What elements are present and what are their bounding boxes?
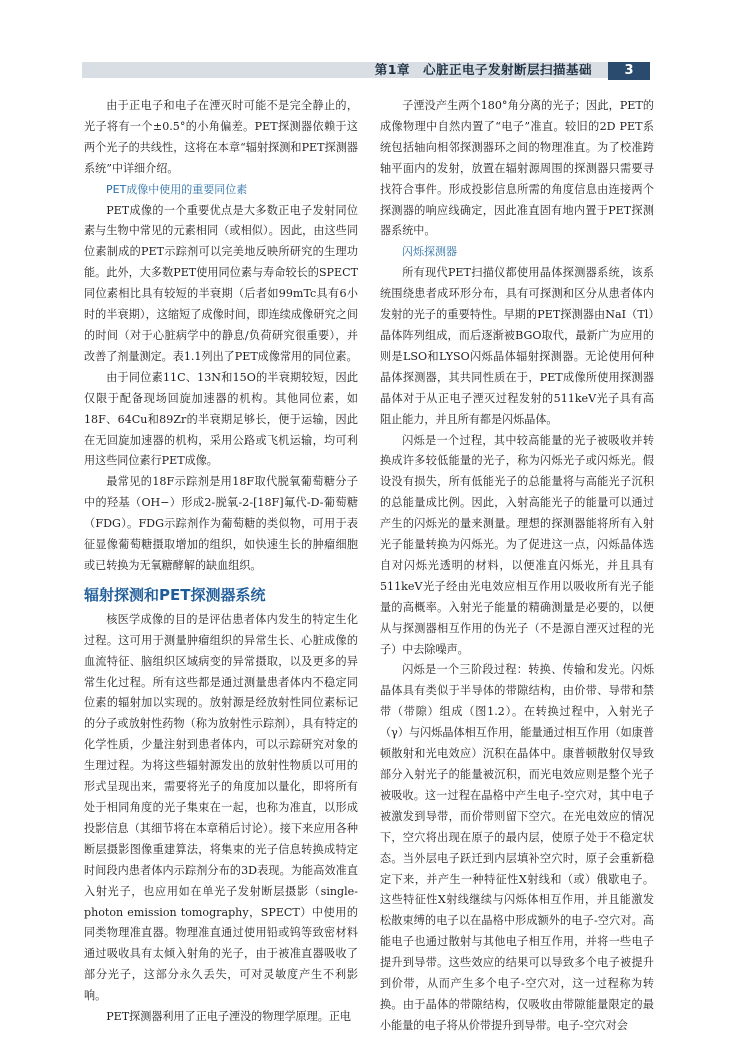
paragraph: 核医学成像的目的是评估患者体内发生的特定生化过程。这可用于测量肿瘤组织的异常生长、心脏成像的血流特征、脑组织区域病变的异常摄取，以及更多的异常生化过程。所有这些都是通过测量患者体内不稳定同位素的辐射加以实现的。放射源是经放射性同位素标记的分子或放射性药物（称为放射性示踪剂），具有特定的化学性质，少量注射到患者体内，可以示踪研究对象的生理过程。为将这些辐射源发出的放射性物质以可用的形式呈现出来，需要将光子的角度加以量化，即将所有处于相同角度的光子集束在一起，也称为准直，以形成投影信息（其细节将在本章稍后讨论）。接下来应用各种断层摄影图像重建算法，将集束的光子信息转换成特定时间段内患者体内示踪剂分布的3D表现。为能高效准直入射光子，也应用如在单光子发射断层摄影（single-photon emission tomography，SPECT）中使用的同类物理准直器。物理准直通过使用铅或钨等致密材料通过吸收具有太倾入射角的光子，由于被准直器吸收了部分光子，这部分永久丢失，可对灵敏度产生不利影响。 [84, 612, 358, 1003]
subheading-scintillation: 闪烁探测器 [402, 245, 457, 259]
right-column [380, 96, 654, 1032]
paragraph: 闪烁是一个三阶段过程：转换、传输和发光。闪烁晶体具有类似于半导体的带隙结构，由价带、导带和禁带（带隙）组成（图1.2）。在转换过程中，入射光子（γ）与闪烁晶体相互作用，能量通过相互作用（如康普顿散射和光电效应）沉积在晶体中。康普顿散射仅导致部分入射光子的能量被沉积，而光电效应则是整个光子被吸收。这一过程在晶格中产生电子-空穴对，其中电子被激发到导带，而价带则留下空穴。在光电效应的情况下，空穴将出现在原子的最内层，使原子处于不稳定状态。当外层电子跃迁到内层填补空穴时，原子会重新稳定下来，并产生一种特征性X射线和（或）俄歇电子。这些特征性X射线继续与闪烁体相互作用，并且能激发松散束缚的电子以在晶格中形成额外的电子-空穴对。高能电子也通过散射与其他电子相互作用，并将一些电子提升到导带。这些效应的结果可以导致多个电子被提升到价带，从而产生多个电子-空穴对，这一过程称为转换。由于晶体的带隙结构，仅吸收由带隙能量限定的最小能量的电子将从价带提升到导带。电子-空穴对会 [380, 663, 654, 1032]
paragraph: 子湮没产生两个180°角分离的光子；因此，PET的成像物理中自然内置了“电子”准直。较旧的2D PET系统包括轴向相邻探测器环之间的物理准直。为了校准跨轴平面内的发射，放置在辐射源周围的探测器只需要寻找符合事件。形成投影信息所需的角度信息由连接两个探测器的响应线确定，因此准直固有地内置于PET探测器系统中。 [380, 99, 654, 238]
section-heading: 辐射探测和PET探测器系统 [84, 585, 266, 604]
paragraph: 所有现代PET扫描仪都使用晶体探测器系统，该系统围绕患者成环形分布，具有可探测和区分从患者体内发射的光子的重要特性。早期的PET探测器由NaI（Tl）晶体阵列组成，而后逐渐被BGO取代，最新广为应用的则是LSO和LYSO闪烁晶体辐射探测器。无论使用何种晶体探测器，其共同性质在于，PET成像所使用探测器晶体对于从正电子湮灭过程发射的511keV光子具有高阻止能力，并且所有都是闪烁晶体。 [380, 266, 654, 426]
page-number: 3 [608, 62, 650, 80]
paragraph: PET探测器利用了正电子湮没的物理学原理。正电 [106, 1010, 352, 1024]
paragraph: 由于正电子和电子在湮灭时可能不是完全静止的，光子将有一个±0.5°的小角偏差。PET探测器依赖于这两个光子的共线性，这将在本章“辐射探测和PET探测器系统”中详细介绍。 [84, 99, 358, 175]
left-column [84, 96, 358, 1024]
chapter-title: 第1章 心脏正电子发射断层扫描基础 [374, 62, 592, 77]
running-header [82, 62, 650, 78]
paragraph: 最常见的18F示踪剂是用18F取代脱氧葡萄糖分子中的羟基（OH−）形成2-脱氧-2-[18F]氟代-D-葡萄糖（FDG）。FDG示踪剂作为葡萄糖的类似物，可用于表征显像葡萄糖摄取增加的组织，如快速生长的肿瘤细胞或已转换为无氧糖酵解的缺血组织。 [84, 475, 358, 572]
paragraph: 由于同位素11C、13N和15O的半衰期较短，因此仅限于配备现场回旋加速器的机构。其他同位素，如18F、64Cu和89Zr的半衰期足够长，便于运输，因此在无回旋加速器的机构，采用公路或飞机运输，均可利用这些同位素行PET成像。 [84, 370, 358, 468]
subheading-isotopes: PET成像中使用的重要同位素 [106, 182, 248, 196]
paragraph: PET成像的一个重要优点是大多数正电子发射同位素与生物中常见的元素相同（或相似）。因此，由这些同位素制成的PET示踪剂可以完美地反映所研究的生理功能。此外，大多数PET使用同位素与寿命较长的SPECT同位素相比具有较短的半衰期（后者如99mTc具有6小时的半衰期），这缩短了成像时间，即连续成像研究之间的时间（对于心脏病学中的静息/负荷研究很重要），并改善了剂量测定。表1.1列出了PET成像常用的同位素。 [84, 203, 358, 363]
paragraph: 闪烁是一个过程，其中较高能量的光子被吸收并转换成许多较低能量的光子，称为闪烁光子或闪烁光。假设没有损失，所有低能光子的总能量将与高能光子沉积的总能量成比例。因此，入射高能光子的能量可以通过产生的闪烁光的量来测量。理想的探测器能将所有入射光子能量转换为闪烁光。为了促进这一点，闪烁晶体选自对闪烁光透明的材料，以便准直闪烁光，并且具有511keV光子经由光电效应相互作用以吸收所有光子能量的高概率。入射光子能量的精确测量是必要的，以便从与探测器相互作用的伪光子（不是源自湮灭过程的光子）中去除噪声。 [380, 433, 654, 656]
